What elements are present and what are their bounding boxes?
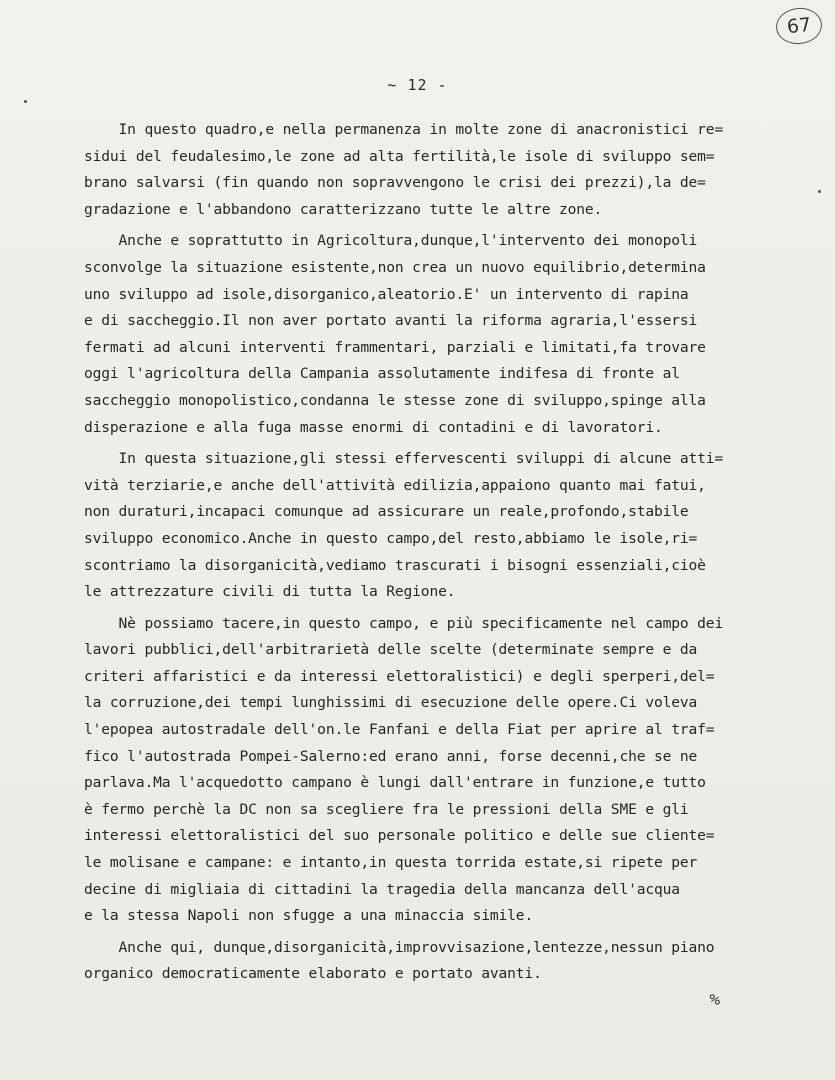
text-line: gradazione e l'abbandono caratterizzano tutte le altre zone. (84, 200, 603, 218)
text-line: interessi elettoralistici del suo personale politico e delle sue cliente= (84, 827, 715, 845)
text-line: non duraturi,incapaci comunque ad assicurare un reale,profondo,stabile (84, 503, 689, 521)
text-line: In questo quadro,e nella permanenza in molte zone di anacronistici re= (84, 121, 724, 138)
text-line: Nè possiamo tacere,in questo campo, e più specificamente nel campo dei (84, 614, 724, 632)
paper-speck (818, 190, 821, 193)
text-line: fico l'autostrada Pompei-Salerno:ed erano anni, forse decenni,che se ne (84, 747, 698, 765)
text-line: oggi l'agricoltura della Campania assolutamente indifesa di fronte al (84, 365, 680, 383)
text-line: brano salvarsi (fin quando non sopravvengono le crisi dei prezzi),la de= (84, 174, 706, 192)
archive-page-stamp: 67 (774, 6, 824, 47)
text-line: uno sviluppo ad isole,disorganico,aleatorio.E' un intervento di rapina (84, 285, 689, 303)
text-line: Anche qui, dunque,disorganicità,improvvisazione,lentezze,nessun piano (84, 938, 715, 956)
text-line: la corruzione,dei tempi lunghissimi di esecuzione delle opere.Ci voleva (84, 694, 698, 712)
page-number: ~ 12 - (387, 76, 448, 94)
text-line: decine di migliaia di cittadini la tragedia della mancanza dell'acqua (84, 880, 680, 898)
text-line: Anche e soprattutto in Agricoltura,dunque,l'intervento dei monopoli (84, 232, 698, 250)
text-line: disperazione e alla fuga masse enormi di contadini e di lavoratori. (84, 418, 663, 436)
text-line: organico democraticamente elaborato e portato avanti. (84, 965, 542, 983)
text-line: e la stessa Napoli non sfugge a una minaccia simile. (84, 907, 534, 925)
closing-mark: % (708, 989, 722, 1010)
text-line: e di saccheggio.Il non aver portato avanti la riforma agraria,l'essersi (84, 312, 698, 330)
text-line: sviluppo economico.Anche in questo campo,del resto,abbiamo le isole,ri= (84, 529, 698, 547)
text-line: vità terziarie,e anche dell'attività edilizia,appaiono quanto mai fatui, (84, 476, 706, 494)
text-line: le attrezzature civili di tutta la Regione. (84, 583, 456, 601)
text-line: saccheggio monopolistico,condanna le stesse zone di sviluppo,spinge alla (84, 391, 706, 409)
text-line: fermati ad alcuni interventi frammentari, parziali e limitati,fa trovare (84, 338, 706, 356)
text-line: parlava.Ma l'acquedotto campano è lungi dall'entrare in funzione,e tutto (84, 774, 706, 792)
text-line: scontriamo la disorganicità,vediamo trascurati i bisogni essenziali,cioè (84, 556, 706, 574)
text-line: l'epopea autostradale dell'on.le Fanfani e della Fiat per aprire al traf= (84, 721, 715, 739)
typewritten-body (84, 117, 804, 988)
text-line: è fermo perchè la DC non sa scegliere fra le pressioni della SME e gli (84, 800, 689, 818)
text-line: sconvolge la situazione esistente,non crea un nuovo equilibrio,determina (84, 258, 706, 276)
text-line: le molisane e campane: e intanto,in questa torrida estate,si ripete per (84, 854, 698, 872)
text-line: In questa situazione,gli stessi effervescenti sviluppi di alcune atti= (84, 450, 724, 468)
text-line: lavori pubblici,dell'arbitrarietà delle scelte (determinate sempre e da (84, 641, 698, 659)
text-line: criteri affaristici e da interessi elettoralistici) e degli sperperi,del= (84, 667, 715, 685)
paper-speck (24, 100, 27, 103)
text-line: sidui del feudalesimo,le zone ad alta fertilità,le isole di sviluppo sem= (84, 147, 715, 165)
